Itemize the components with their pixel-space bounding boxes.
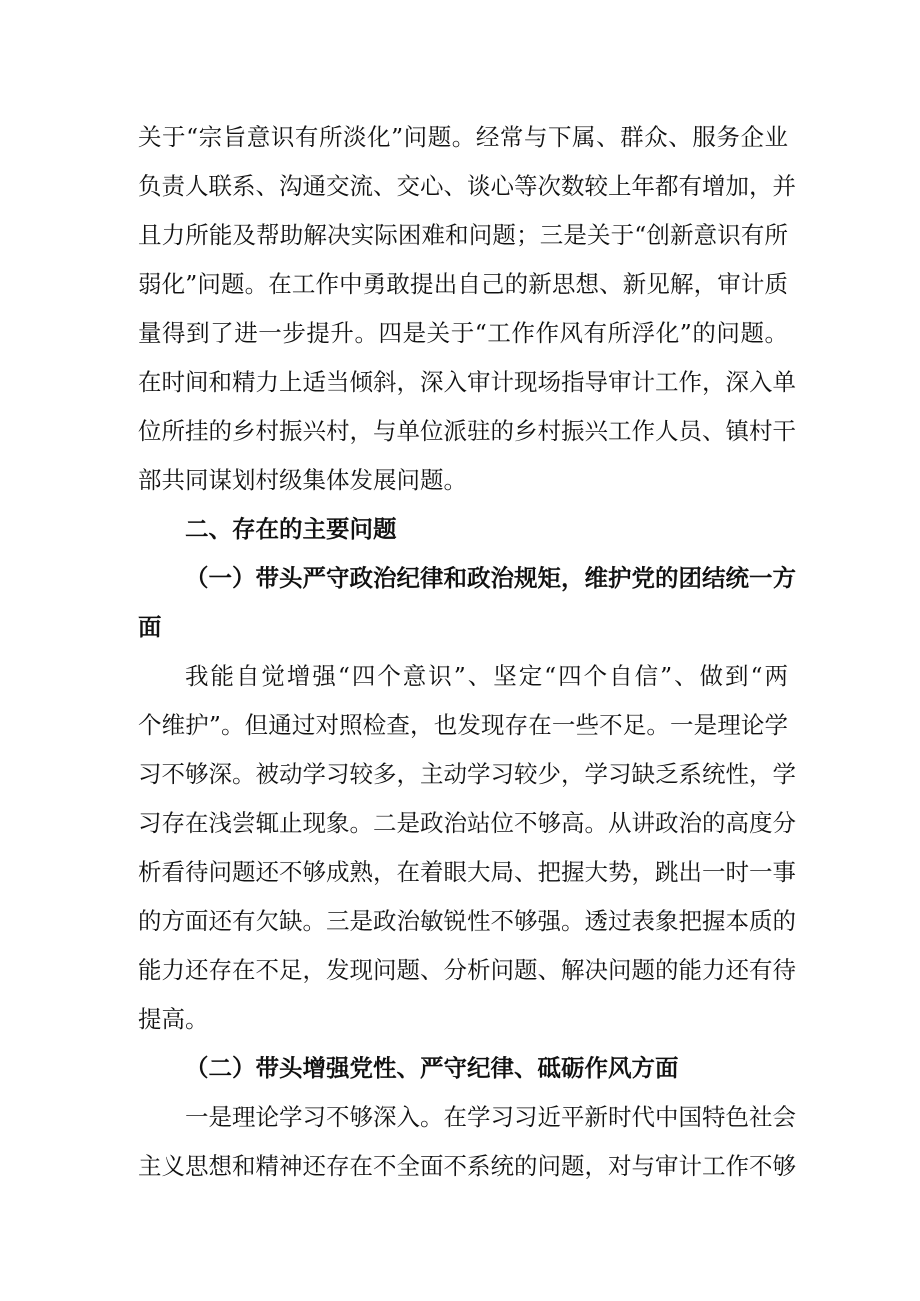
body-text-line: 在时间和精力上适当倾斜，深入审计现场指导审计工作，深入单 <box>138 368 796 396</box>
body-text-line: 能力还存在不足，发现问题、分析问题、解决问题的能力还有待 <box>138 956 796 984</box>
body-text-line: 主义思想和精神还存在不全面不系统的问题，对与审计工作不够 <box>138 1152 796 1180</box>
subsection-heading: （一）带头严守政治纪律和政治规矩，维护党的团结统一方 <box>185 564 796 592</box>
body-text-line: 弱化”问题。在工作中勇敢提出自己的新思想、新见解，审计质 <box>138 270 788 298</box>
body-text-line: 关于“宗旨意识有所淡化”问题。经常与下属、群众、服务企业 <box>138 123 788 151</box>
body-text-line: 提高。 <box>138 1005 209 1033</box>
body-text-line: 个维护”。但通过对照检查，也发现存在一些不足。一是理论学 <box>138 711 788 739</box>
body-text-line: 习存在浅尝辄止现象。二是政治站位不够高。从讲政治的高度分 <box>138 809 796 837</box>
body-text-line: 且力所能及帮助解决实际困难和问题；三是关于“创新意识有所 <box>138 221 788 249</box>
body-text-line: 负责人联系、沟通交流、交心、谈心等次数较上年都有增加，并 <box>138 172 796 200</box>
body-text-line: 习不够深。被动学习较多，主动学习较少，学习缺乏系统性，学 <box>138 760 796 788</box>
body-text-line: 析看待问题还不够成熟，在着眼大局、把握大势，跳出一时一事 <box>138 858 796 886</box>
body-text-line: 位所挂的乡村振兴村，与单位派驻的乡村振兴工作人员、镇村干 <box>138 417 796 445</box>
body-text-line: 一是理论学习不够深入。在学习习近平新时代中国特色社会 <box>185 1103 796 1131</box>
body-text-line: 的方面还有欠缺。三是政治敏锐性不够强。透过表象把握本质的 <box>138 907 796 935</box>
body-text-line: 量得到了进一步提升。四是关于“工作作风有所浮化”的问题。 <box>138 319 788 347</box>
subsection-heading: （二）带头增强党性、严守纪律、砥砺作风方面 <box>185 1054 679 1082</box>
section-heading: 二、存在的主要问题 <box>185 515 397 543</box>
body-text-line: 部共同谋划村级集体发展问题。 <box>138 466 467 494</box>
subsection-heading-continued: 面 <box>138 613 162 641</box>
body-text-line: 我能自觉增强“四个意识”、坚定“四个自信”、做到“两 <box>185 662 788 690</box>
